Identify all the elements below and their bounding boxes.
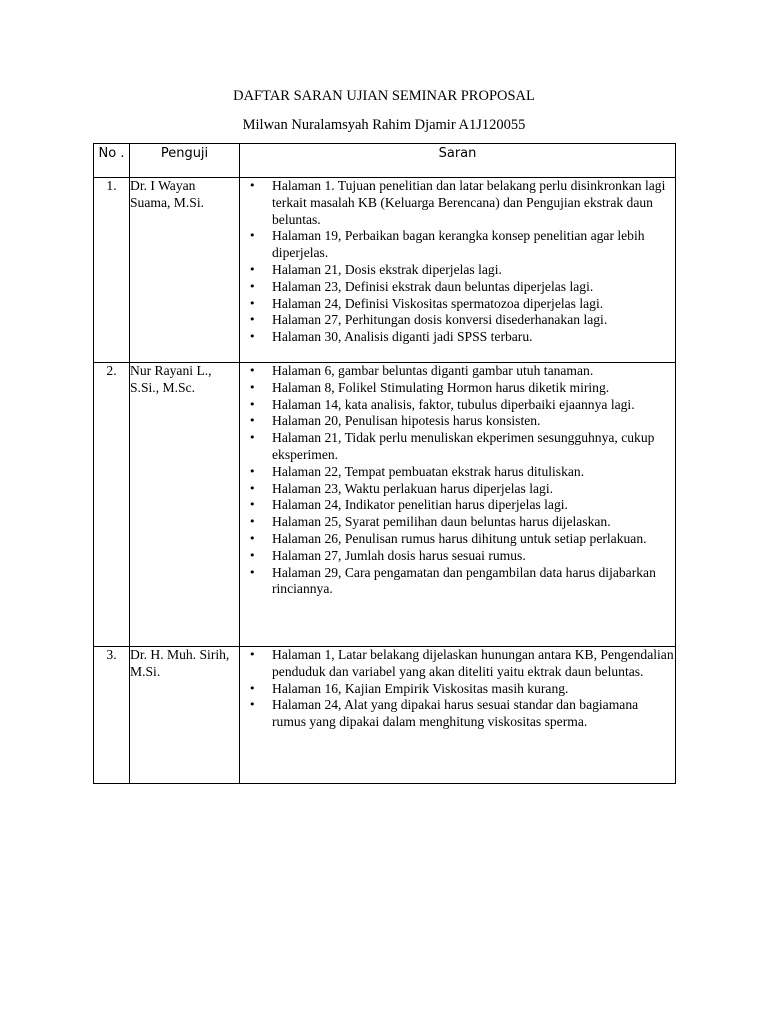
saran-list xyxy=(240,363,675,598)
saran-item xyxy=(240,481,675,498)
saran-list xyxy=(240,178,675,346)
saran-cell xyxy=(240,647,676,784)
saran-item xyxy=(240,697,675,731)
bullet-icon: • xyxy=(249,279,256,293)
saran-text: Halaman 14, kata analisis, faktor, tubulus diperbaiki ejaannya lagi. xyxy=(272,396,635,412)
saran-item xyxy=(240,514,675,531)
saran-item xyxy=(240,430,675,464)
row-number: 3. xyxy=(94,647,130,784)
saran-cell xyxy=(240,178,676,363)
bullet-icon: • xyxy=(249,481,256,495)
bullet-icon: • xyxy=(249,548,256,562)
saran-item xyxy=(240,464,675,481)
saran-text: Halaman 19, Perbaikan bagan kerangka konsep penelitian agar lebih diperjelas. xyxy=(272,228,645,261)
saran-text: Halaman 21, Dosis ekstrak diperjelas lagi. xyxy=(272,261,502,277)
bullet-icon: • xyxy=(249,431,256,445)
saran-item xyxy=(240,228,675,262)
saran-text: Halaman 23, Definisi ekstrak daun beluntas diperjelas lagi. xyxy=(272,278,594,294)
saran-text: Halaman 29, Cara pengamatan dan pengambilan data harus dijabarkan rinciannya. xyxy=(272,564,656,597)
bullet-icon: • xyxy=(249,681,256,695)
saran-item xyxy=(240,531,675,548)
bullet-icon: • xyxy=(249,498,256,512)
saran-text: Halaman 1, Latar belakang dijelaskan hunungan antara KB, Pengendalian penduduk dan variabel yang akan diteliti yaitu ektrak daun beluntas. xyxy=(272,647,674,679)
saran-text: Halaman 23, Waktu perlakuan harus diperjelas lagi. xyxy=(272,480,554,496)
bullet-icon: • xyxy=(249,565,256,579)
header-no: No . xyxy=(94,144,130,178)
saran-item xyxy=(240,178,675,228)
table-row xyxy=(94,178,676,363)
saran-text: Halaman 22, Tempat pembuatan ekstrak harus dituliskan. xyxy=(272,463,585,479)
saran-text: Halaman 8, Folikel Stimulating Hormon harus diketik miring. xyxy=(272,379,610,395)
saran-item xyxy=(240,497,675,514)
saran-text: Halaman 27, Jumlah dosis harus sesuai rumus. xyxy=(272,547,526,563)
bullet-icon: • xyxy=(249,414,256,428)
bullet-icon: • xyxy=(249,179,256,192)
header-saran: Saran xyxy=(240,144,676,178)
saran-item xyxy=(240,262,675,279)
saran-list xyxy=(240,647,675,731)
bullet-icon: • xyxy=(249,531,256,545)
saran-text: Halaman 25, Syarat pemilihan daun beluntas harus dijelaskan. xyxy=(272,514,611,530)
bullet-icon: • xyxy=(249,515,256,529)
table-header-row xyxy=(94,144,676,178)
bullet-icon: • xyxy=(249,464,256,478)
bullet-icon: • xyxy=(249,364,256,377)
bullet-icon: • xyxy=(249,380,256,394)
saran-text: Halaman 24, Alat yang dipakai harus sesuai standar dan bagiamana rumus yang dipakai dalam menghitung viskositas sperma. xyxy=(272,697,639,730)
saran-item xyxy=(240,548,675,565)
header-penguji: Penguji xyxy=(130,144,240,178)
saran-text: Halaman 24, Definisi Viskositas spermatozoa diperjelas lagi. xyxy=(272,295,604,311)
saran-item xyxy=(240,681,675,698)
saran-item xyxy=(240,296,675,313)
bullet-icon: • xyxy=(249,296,256,310)
saran-text: Halaman 24, Indikator penelitian harus diperjelas lagi. xyxy=(272,497,568,513)
saran-text: Halaman 21, Tidak perlu menuliskan ekperimen sesungguhnya, cukup eksperimen. xyxy=(272,430,655,462)
bullet-icon: • xyxy=(249,698,256,712)
saran-item xyxy=(240,363,675,380)
saran-item xyxy=(240,380,675,397)
saran-table xyxy=(93,143,676,784)
table-row xyxy=(94,363,676,647)
bullet-icon: • xyxy=(249,229,256,243)
penguji-name: Dr. I Wayan Suama, M.Si. xyxy=(130,178,240,363)
bullet-icon: • xyxy=(249,262,256,276)
saran-text: Halaman 30, Analisis diganti jadi SPSS terbaru. xyxy=(272,329,533,345)
saran-text: Halaman 1. Tujuan penelitian dan latar belakang perlu disinkronkan lagi terkait masalah KB (Keluarga Berencana) dan Pengujian ekstrak daun beluntas. xyxy=(272,178,666,227)
saran-item xyxy=(240,397,675,414)
saran-text: Halaman 26, Penulisan rumus harus dihitung untuk setiap perlakuan. xyxy=(272,530,647,546)
document-title: DAFTAR SARAN UJIAN SEMINAR PROPOSAL xyxy=(233,88,535,104)
saran-text: Halaman 20, Penulisan hipotesis harus konsisten. xyxy=(272,413,541,429)
bullet-icon: • xyxy=(249,648,256,661)
saran-cell xyxy=(240,363,676,647)
bullet-icon: • xyxy=(249,330,256,344)
saran-item xyxy=(240,329,675,346)
saran-text: Halaman 16, Kajian Empirik Viskositas masih kurang. xyxy=(272,680,569,696)
row-number: 2. xyxy=(94,363,130,647)
saran-text: Halaman 6, gambar beluntas diganti gambar utuh tanaman. xyxy=(272,363,594,378)
table-row xyxy=(94,647,676,784)
saran-item xyxy=(240,312,675,329)
saran-item xyxy=(240,565,675,599)
saran-item xyxy=(240,647,675,681)
penguji-name: Dr. H. Muh. Sirih, M.Si. xyxy=(130,647,240,784)
row-number: 1. xyxy=(94,178,130,363)
penguji-name: Nur Rayani L., S.Si., M.Sc. xyxy=(130,363,240,647)
saran-item xyxy=(240,413,675,430)
bullet-icon: • xyxy=(249,397,256,411)
saran-text: Halaman 27, Perhitungan dosis konversi disederhanakan lagi. xyxy=(272,312,608,328)
bullet-icon: • xyxy=(249,313,256,327)
saran-item xyxy=(240,279,675,296)
document-subtitle: Milwan Nuralamsyah Rahim Djamir A1J120055 xyxy=(242,117,526,133)
